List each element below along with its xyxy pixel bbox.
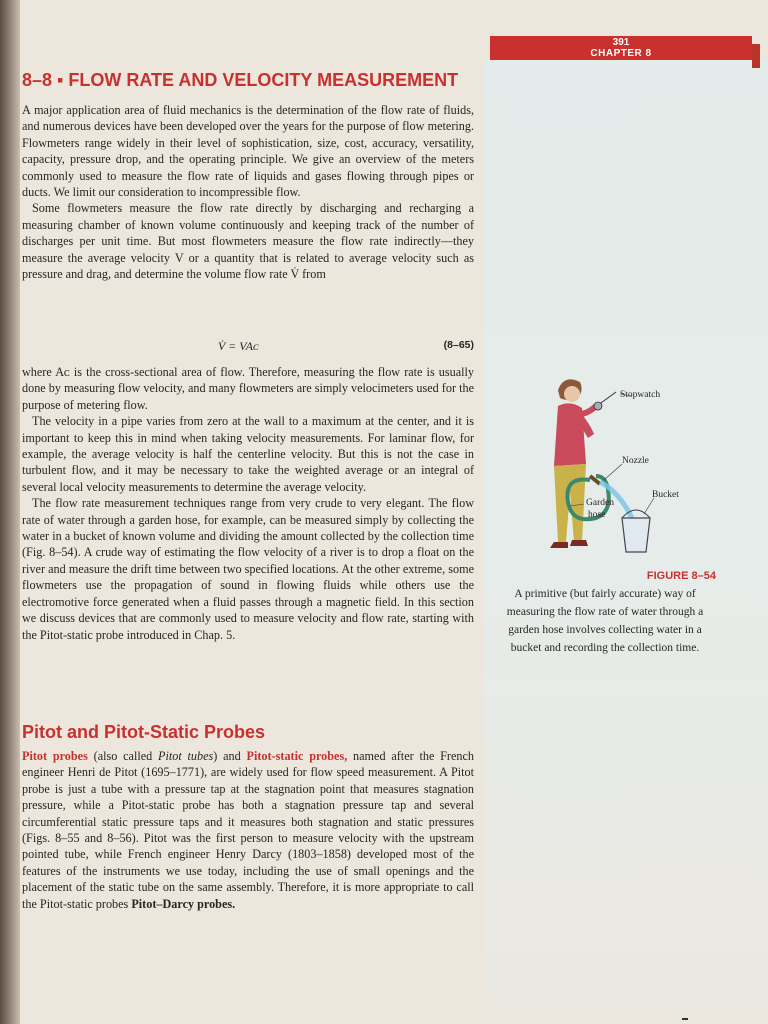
label-nozzle: Nozzle	[622, 456, 649, 466]
book-binding-shadow	[0, 0, 20, 1024]
figure-drawing	[524, 372, 684, 562]
label-garden-hose-line1: Garden	[586, 498, 614, 508]
paragraph-5: The flow rate measurement techniques range from very crude to very elegant. The flow rate of water through a garden hose, for example, can be measured simply by collecting the water in a bucket of known volume and dividing the amount collected by the collection time (Fig. 8–54). A crude way of estimating the flow velocity of a river is to drop a float on the river and measure the drift time between two specified locations. At the other extreme, some flowmeters use the propagation of sound in flowing fluids while others use the electromotive force generated when a fluid passes through a magnetic field. In this section we discuss devices that are commonly used to measure velocity and flow rate, starting with the Pitot-static probe introduced in Chap. 5.	[22, 496, 474, 642]
body-main	[22, 364, 474, 643]
bucket-icon	[622, 510, 650, 552]
subsection-title: Pitot and Pitot-Static Probes	[22, 722, 266, 742]
paragraph-4: The velocity in a pipe varies from zero at the wall to a maximum at the center, and it is important to keep this in mind when taking velocity measurements. For laminar flow, for example, the average velocity is half the centerline velocity. But this is not the case in turbulent flow, and it may be necessary to take the weighted average or an integral of several local velocity measurements to determine the average velocity.	[22, 414, 474, 494]
figure-8-54-illustration	[524, 372, 684, 562]
equation-number: (8–65)	[443, 339, 474, 351]
figure-caption: A primitive (but fairly accurate) way of measuring the flow rate of water through a garden hose involves collecting water in a bucket and recording the collection time.	[506, 588, 704, 654]
paragraph-pitot	[22, 748, 474, 912]
pitot-text-2: ) and	[213, 749, 247, 763]
equation-body: V̇ = VAᴄ	[218, 339, 259, 353]
term-pitot-probes: Pitot probes	[22, 749, 88, 763]
figure-caption-block	[494, 570, 716, 656]
paragraph-1: A major application area of fluid mechanics is the determination of the flow rate of fluids, and numerous devices have been developed over the years for the purpose of flow metering. Flowmeters range widely in their level of sophistication, size, cost, accuracy, versatility, capacity, pressure drop, and the operating principle. We give an overview of the meters commonly used to measure the flow rate of liquids and gases flowing through pipes or ducts. We limit our consideration to incompressible flow.	[22, 103, 474, 200]
term-pitot-tubes: Pitot tubes	[158, 749, 214, 763]
page-number: 391	[612, 37, 630, 48]
label-stopwatch: Stopwatch	[620, 390, 661, 400]
label-bucket: Bucket	[652, 490, 679, 500]
running-header	[490, 36, 752, 60]
label-garden-hose-line2: hose	[588, 510, 606, 520]
stopwatch-icon	[594, 392, 616, 410]
page-corner-mark	[682, 1018, 688, 1020]
person-figure	[550, 379, 596, 548]
body-intro	[22, 102, 474, 282]
chapter-label: CHAPTER 8	[590, 48, 652, 59]
paragraph-3: where Aᴄ is the cross-sectional area of flow. Therefore, measuring the flow rate is usually done by measuring flow velocity, and many flowmeters are simply velocimeters used for the purpose of metering flow.	[22, 365, 474, 412]
paragraph-2: Some flowmeters measure the flow rate directly by discharging and recharging a measuring chamber of known volume continuously and keeping track of the number of discharges per unit time. But most flowmeters measure the flow rate indirectly—they measure the average velocity V or a quantity that is related to average velocity such as pressure and drag, and determine the volume flow rate V̇ from	[22, 201, 474, 282]
term-pitot-static-probes: Pitot-static probes,	[246, 749, 348, 763]
equation-8-65	[22, 339, 474, 357]
pitot-text-1: (also called	[87, 749, 159, 763]
page-edge-tab	[752, 44, 760, 68]
figure-number: FIGURE 8–54	[646, 570, 716, 582]
pitot-text-3: named after the French engineer Henri de Pitot (1695–1771), are widely used for flow speed measurement. A Pitot probe is just a tube with a pressure tap at the stagnation point that measures stagnation pressure, while a Pitot-static probe has both a stagnation pressure tap and several circumferential static pressure taps and it measures both stagnation and static pressures (Figs. 8–55 and 8–56). Pitot was the first person to measure velocity with the upstream pointed tube, while French engineer Henry Darcy (1803–1858) developed most of the features of the instruments we use today, including the use of small openings and the placement of the static tube on the same assembly. Therefore, it is more appropriate to call the Pitot-static probes	[22, 749, 474, 911]
body-pitot	[22, 748, 474, 912]
section-title: 8–8 ▪ FLOW RATE AND VELOCITY MEASUREMENT	[22, 70, 459, 90]
term-pitot-darcy-probes: Pitot–Darcy probes.	[131, 896, 236, 911]
